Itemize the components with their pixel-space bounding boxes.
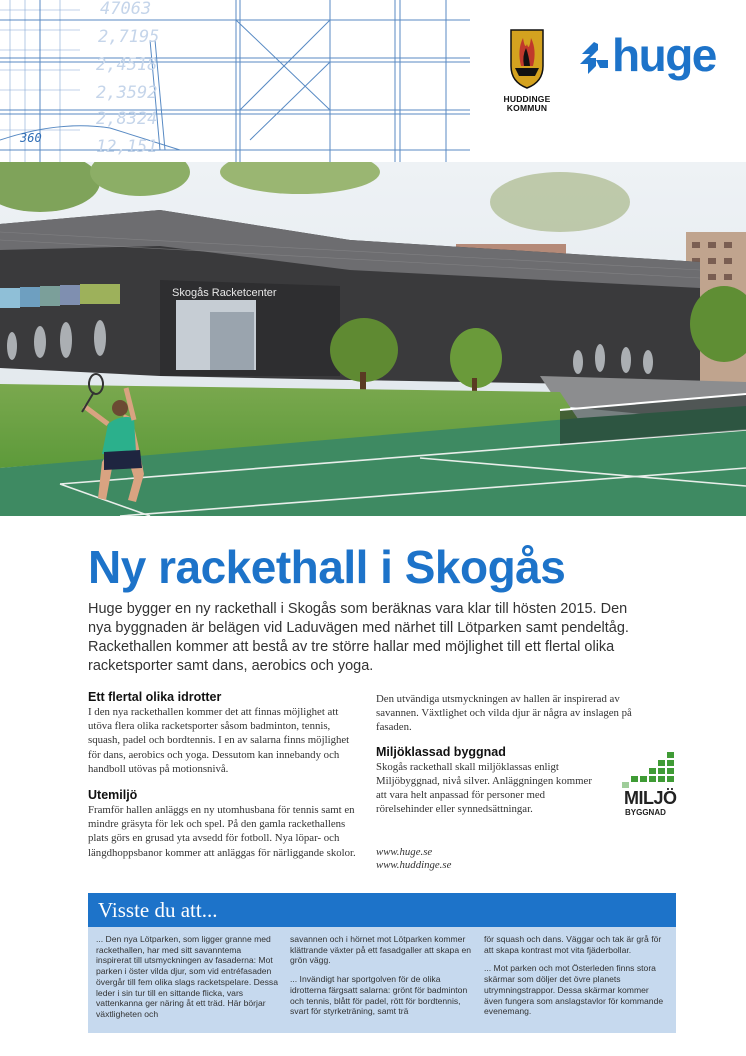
- intro-paragraph: Huge bygger en ny rackethall i Skogås som beräknas vara klar till hösten 2015. Den nya byggnaden är belägen vid Laduvägen med närhet till Lötparken samt pendeltåg. Rackethallen kommer att bestå av tre större hallar med möjlighet till ett flertal olika racketsporter samt dans, aerobics och yoga.: [88, 601, 629, 674]
- huddinge-name: HUDDINGE: [503, 94, 551, 104]
- miljobyggnad-bars-icon: [622, 752, 678, 788]
- blueprint-number: 2,8324: [96, 109, 158, 129]
- fact-text: ... Den nya Lötparken, som ligger granne med rackethallen, har med sitt savanntema inspirerat till utsmyckningen av fasaderna: Mot parken i öster vilda djur, som vid entréfasaden övergår till fem olika slags racketspelare. Dessa leder i sin tur till en sittande flicka, vars vattenkanna ger näring åt ett träd. Här börjar växtligheten och: [96, 934, 278, 1019]
- byggnad-word: BYGGNAD: [625, 808, 666, 817]
- blueprint-number: 47063: [100, 0, 152, 19]
- section-heading-idrotter: Ett flertal olika idrotter: [88, 690, 222, 704]
- huddinge-crest-icon: [509, 28, 545, 90]
- building-sign: Skogås Racketcenter: [172, 287, 277, 299]
- link-huge[interactable]: www.huge.se: [376, 846, 433, 858]
- right-column: [376, 692, 638, 816]
- blueprint-number: 2,4518: [96, 55, 158, 75]
- section-text-utsmyckning: Den utvändiga utsmyckningen av hallen är inspirerad av savannen. Växtlighet och vilda djur är några av inslagen på fasaden.: [376, 693, 632, 734]
- facts-title: Visste du att...: [98, 898, 218, 922]
- fact-text: ... Invändigt har sportgolven för de olika idrotterna färgsatt salarna: grönt för badminton och tennis, blått för padel, rött för bordtennis, svart för styrketräning, samt trä: [290, 974, 468, 1017]
- blueprint-label: 360: [20, 131, 42, 145]
- facts-column-2: [290, 934, 472, 1025]
- facts-column-1: [96, 934, 278, 1028]
- blueprint-number: 2,7195: [98, 27, 160, 47]
- blueprint-number: 12,151: [96, 137, 158, 157]
- hero-rendering: [0, 162, 746, 516]
- huddinge-kommun: KOMMUN: [506, 103, 548, 113]
- blueprint-number: 2,3592: [96, 83, 158, 103]
- facts-header: [88, 893, 676, 927]
- section-text-utemiljo: Framför hallen anläggs en ny utomhusbana för tennis samt en mindre gräsyta för lek och spel. På den gamla rackethallens plats görs en grusad yta avsedd för fotboll. Nya löpar- och längdhoppsbanor kommer att anläggas för närliggande skolor.: [88, 804, 356, 859]
- page-title: Ny rackethall i Skogås: [88, 541, 566, 593]
- miljo-word: MILJÖ: [624, 788, 677, 808]
- blueprint-illustration: [0, 0, 470, 162]
- section-heading-miljo: Miljöklassad byggnad: [376, 744, 506, 759]
- huddinge-kommun-logo: [496, 28, 558, 120]
- website-links: [376, 846, 451, 872]
- section-text-miljo: Skogås rackethall skall miljöklassas enligt Miljöbyggnad, nivå silver. Anläggningen kommer att vara helt anpassad för personer med rörelsehinder eller synnedsättningar.: [376, 760, 592, 816]
- huge-logo: [576, 29, 716, 84]
- fact-text: savannen och i hörnet mot Lötparken kommer klättrande växter på ett fasadgaller att skapa en grön vägg.: [290, 934, 472, 966]
- left-column: [88, 690, 360, 860]
- huge-symbol-icon: [576, 40, 612, 76]
- link-huddinge[interactable]: www.huddinge.se: [376, 859, 452, 871]
- fact-text: för squash och dans. Väggar och tak är grå för att skapa kontrast mot vita fjäderbollar.: [484, 934, 662, 955]
- facts-box: [88, 893, 676, 1033]
- facts-column-3: [484, 934, 666, 1025]
- huge-wordmark: huge: [612, 29, 716, 81]
- fact-text: ... Mot parken och mot Österleden finns stora skärmar som döljer det övre planets utrymningstrappor. Dessa skärmar kommer även fungera som anslagstavlor för kommande evenemang.: [484, 963, 664, 1017]
- miljobyggnad-logo: [622, 752, 680, 822]
- section-text-idrotter: I den nya rackethallen kommer det att finnas möjlighet att utöva flera olika racketsporter såsom badminton, tennis, squash, padel och bordtennis. I en av salarna finns möjlighet för dans, aerobics och yoga. Dessutom kan innebandy och handboll utövas på motionsnivå.: [88, 706, 350, 775]
- section-heading-utemiljo: Utemiljö: [88, 788, 138, 803]
